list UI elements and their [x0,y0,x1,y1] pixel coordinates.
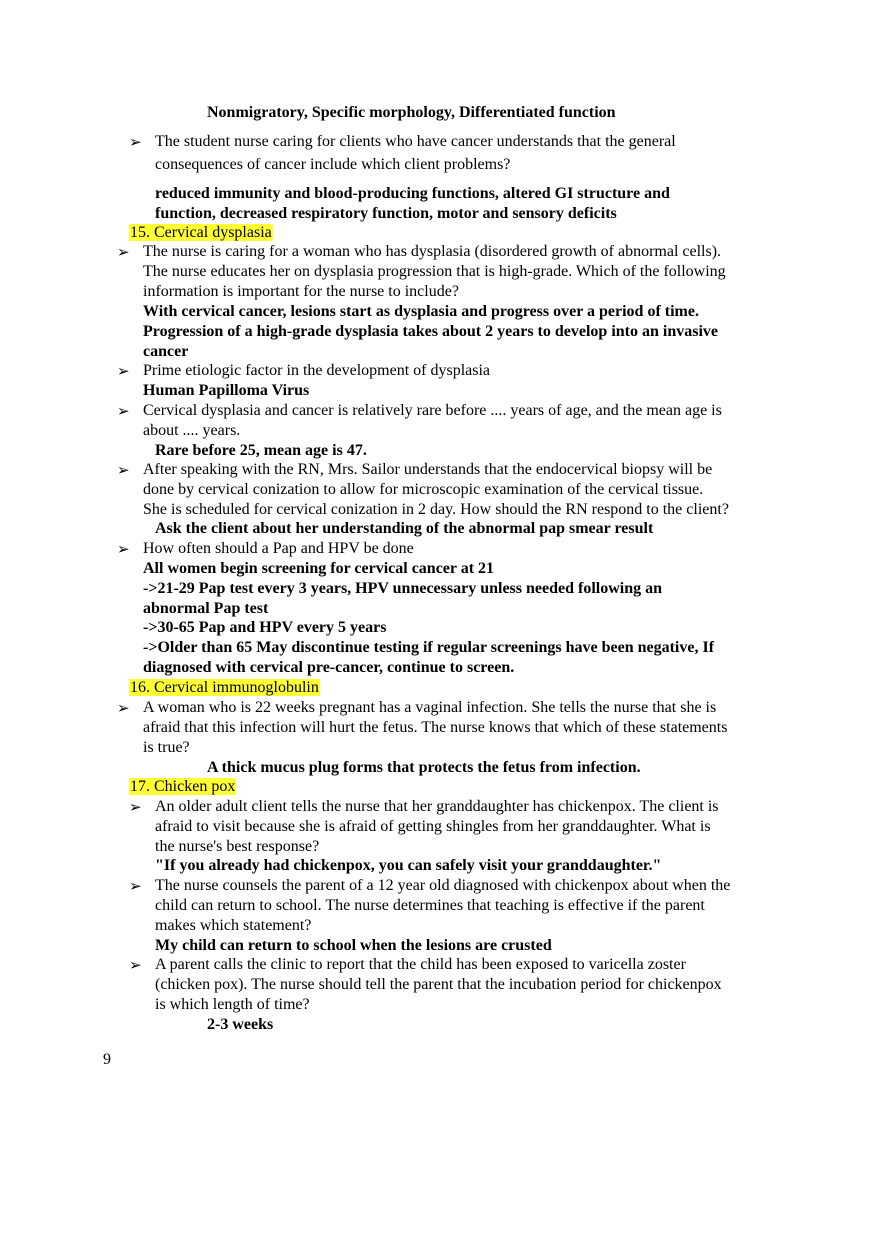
text-line: Prime etiologic factor in the development of dysplasia [143,362,491,379]
text-line: Cervical dysplasia and cancer is relatively rare before .... years of age, and the mean age is [143,402,722,419]
answer-line: 2-3 weeks [207,1016,274,1033]
section-heading [129,777,236,797]
answer-line: ->21-29 Pap test every 3 years, HPV unnecessary unless needed following an [143,580,663,597]
page-number: 9 [103,1051,111,1068]
answer-line: reduced immunity and blood-producing functions, altered GI structure and [155,185,670,202]
text-line: The nurse counsels the parent of a 12 year old diagnosed with chickenpox about when the [155,877,731,894]
text-line: makes which statement? [155,917,312,934]
section-heading [129,223,273,243]
answer-line: With cervical cancer, lesions start as dysplasia and progress over a period of time. [143,303,699,320]
bullet-arrow-icon: ➢ [129,798,142,816]
text-line: consequences of cancer include which client problems? [155,156,511,173]
answer-line: All women begin screening for cervical cancer at 21 [143,560,495,577]
text-line: afraid that this infection will hurt the fetus. The nurse knows that which of these statements [143,719,728,736]
answer-line: Nonmigratory, Specific morphology, Differentiated function [207,104,616,121]
text-line: child can return to school. The nurse determines that teaching is effective if the parent [155,897,705,914]
text-line: done by cervical conization to allow for microscopic examination of the cervical tissue. [143,481,704,498]
bullet-arrow-icon: ➢ [129,956,142,974]
bullet-arrow-icon: ➢ [117,699,130,717]
text-line: is which length of time? [155,996,310,1013]
bullet-arrow-icon: ➢ [117,402,130,420]
text-line: After speaking with the RN, Mrs. Sailor understands that the endocervical biopsy will be [143,461,713,478]
text-line: the nurse's best response? [155,838,320,855]
bullet-arrow-icon: ➢ [117,362,130,380]
text-line: She is scheduled for cervical conization in 2 day. How should the RN respond to the client? [143,501,729,518]
text-line: The student nurse caring for clients who have cancer understands that the general [155,133,676,150]
answer-line: ->30-65 Pap and HPV every 5 years [143,619,387,636]
bullet-arrow-icon: ➢ [117,540,130,558]
bullet-arrow-icon: ➢ [129,133,142,151]
text-line: A woman who is 22 weeks pregnant has a vaginal infection. She tells the nurse that she is [143,699,717,716]
text-line: afraid to visit because she is afraid of getting shingles from her granddaughter. What is [155,818,711,835]
answer-line: Progression of a high-grade dysplasia takes about 2 years to develop into an invasive [143,323,719,340]
answer-line: ->Older than 65 May discontinue testing if regular screenings have been negative, If [143,639,715,656]
answer-line: "If you already had chickenpox, you can safely visit your granddaughter." [155,857,662,874]
answer-line: Human Papilloma Virus [143,382,310,399]
text-line: How often should a Pap and HPV be done [143,540,414,557]
text-line: The nurse educates her on dysplasia progression that is high-grade. Which of the following [143,263,726,280]
section-heading [129,678,320,698]
answer-line: Rare before 25, mean age is 47. [155,442,367,459]
answer-line: cancer [143,343,189,360]
answer-line: abnormal Pap test [143,600,269,617]
answer-line: Ask the client about her understanding of the abnormal pap smear result [155,520,654,537]
answer-line: diagnosed with cervical pre-cancer, continue to screen. [143,659,515,676]
answer-line: My child can return to school when the lesions are crusted [155,937,552,954]
answer-line: A thick mucus plug forms that protects the fetus from infection. [207,759,641,776]
highlighted-text: 16. Cervical immunoglobulin [130,679,319,696]
text-line: The nurse is caring for a woman who has dysplasia (disordered growth of abnormal cells). [143,243,722,260]
highlighted-text: 17. Chicken pox [130,778,236,795]
bullet-arrow-icon: ➢ [129,877,142,895]
bullet-arrow-icon: ➢ [117,243,130,261]
highlighted-text: 15. Cervical dysplasia [130,224,272,241]
text-line: An older adult client tells the nurse that her granddaughter has chickenpox. The client is [155,798,719,815]
text-line: (chicken pox). The nurse should tell the parent that the incubation period for chickenpox [155,976,722,993]
text-line: A parent calls the clinic to report that the child has been exposed to varicella zoster [155,956,686,973]
bullet-arrow-icon: ➢ [117,461,130,479]
answer-line: function, decreased respiratory function, motor and sensory deficits [155,205,617,222]
text-line: information is important for the nurse to include? [143,283,459,300]
text-line: about .... years. [143,422,241,439]
text-line: is true? [143,739,190,756]
